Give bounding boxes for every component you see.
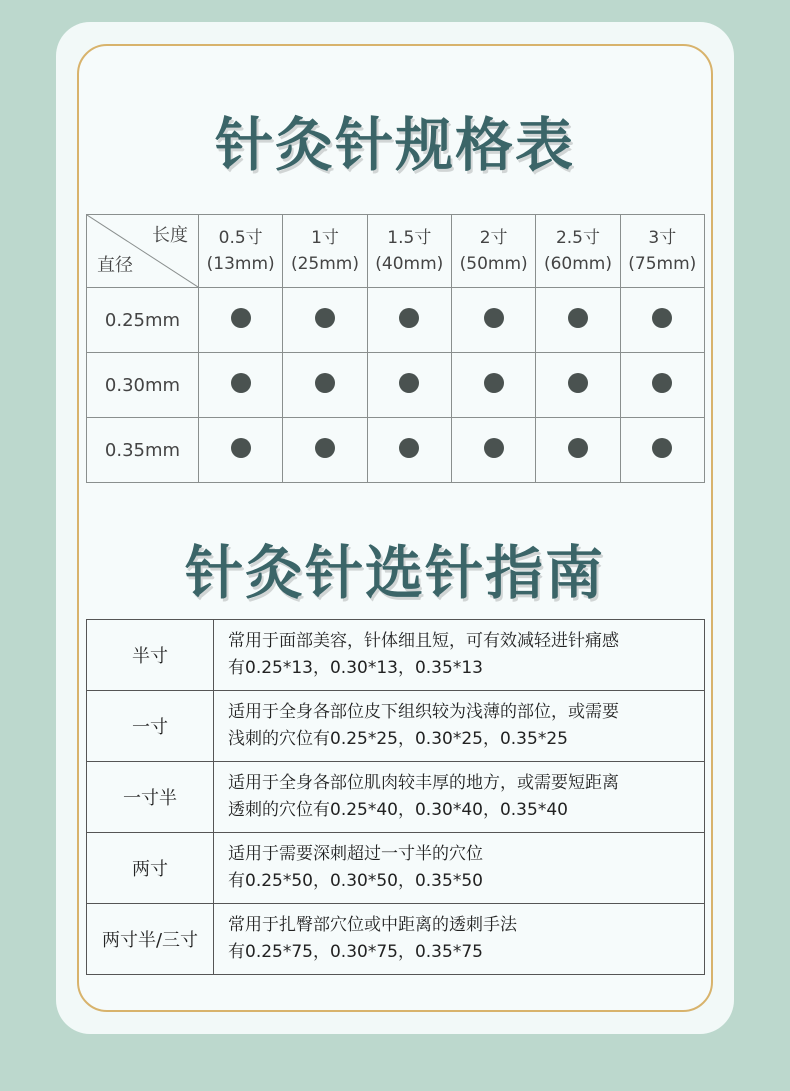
col-header: 2寸 (50mm) — [451, 215, 535, 288]
guide-desc-cell: 常用于扎臀部穴位或中距离的透刺手法 有0.25*75，0.30*75，0.35*75 — [214, 904, 705, 975]
spec-row — [87, 418, 705, 483]
guide-desc-cell: 适用于全身各部位肌肉较丰厚的地方，或需要短距离 透刺的穴位有0.25*40，0.30*40，0.35*40 — [214, 762, 705, 833]
guide-table — [86, 619, 705, 975]
guide-title: 针灸针选针指南 — [184, 539, 605, 607]
spec-table — [86, 214, 705, 483]
available-dot — [652, 308, 672, 328]
available-dot — [315, 438, 335, 458]
guide-desc-cell: 适用于需要深刺超过一寸半的穴位 有0.25*50，0.30*50，0.35*50 — [214, 833, 705, 904]
guide-row — [87, 762, 705, 833]
needle-length-cell: 一寸半 — [87, 762, 214, 833]
col-header: 0.5寸 (13mm) — [199, 215, 283, 288]
col-header: 3寸 (75mm) — [620, 215, 704, 288]
available-dot — [652, 373, 672, 393]
col-header: 2.5寸 (60mm) — [536, 215, 620, 288]
diameter-label: 直径 — [97, 255, 133, 276]
available-dot — [484, 308, 504, 328]
diameter-cell: 0.30mm — [87, 353, 199, 418]
needle-length-cell: 半寸 — [87, 620, 214, 691]
spec-row — [87, 288, 705, 353]
available-dot — [399, 438, 419, 458]
available-dot — [568, 373, 588, 393]
available-dot — [652, 438, 672, 458]
guide-row — [87, 691, 705, 762]
guide-desc-cell: 适用于全身各部位皮下组织较为浅薄的部位，或需要 浅刺的穴位有0.25*25，0.30*25，0.35*25 — [214, 691, 705, 762]
col-header: 1寸 (25mm) — [283, 215, 367, 288]
available-dot — [315, 373, 335, 393]
spec-header-row — [87, 215, 705, 288]
available-dot — [399, 373, 419, 393]
guide-row — [87, 620, 705, 691]
available-dot — [399, 308, 419, 328]
guide-row — [87, 904, 705, 975]
available-dot — [484, 373, 504, 393]
needle-length-cell: 两寸 — [87, 833, 214, 904]
corner-cell — [87, 215, 199, 288]
guide-desc-cell: 常用于面部美容，针体细且短，可有效减轻进针痛感 有0.25*13，0.30*13，0.35*13 — [214, 620, 705, 691]
guide-row — [87, 833, 705, 904]
needle-length-cell: 一寸 — [87, 691, 214, 762]
available-dot — [484, 438, 504, 458]
available-dot — [315, 308, 335, 328]
available-dot — [568, 308, 588, 328]
spec-row — [87, 353, 705, 418]
available-dot — [231, 373, 251, 393]
needle-length-cell: 两寸半/三寸 — [87, 904, 214, 975]
available-dot — [568, 438, 588, 458]
available-dot — [231, 438, 251, 458]
length-label: 长度 — [152, 225, 188, 246]
diameter-cell: 0.35mm — [87, 418, 199, 483]
available-dot — [231, 308, 251, 328]
col-header: 1.5寸 (40mm) — [367, 215, 451, 288]
diameter-cell: 0.25mm — [87, 288, 199, 353]
spec-title: 针灸针规格表 — [214, 111, 575, 179]
